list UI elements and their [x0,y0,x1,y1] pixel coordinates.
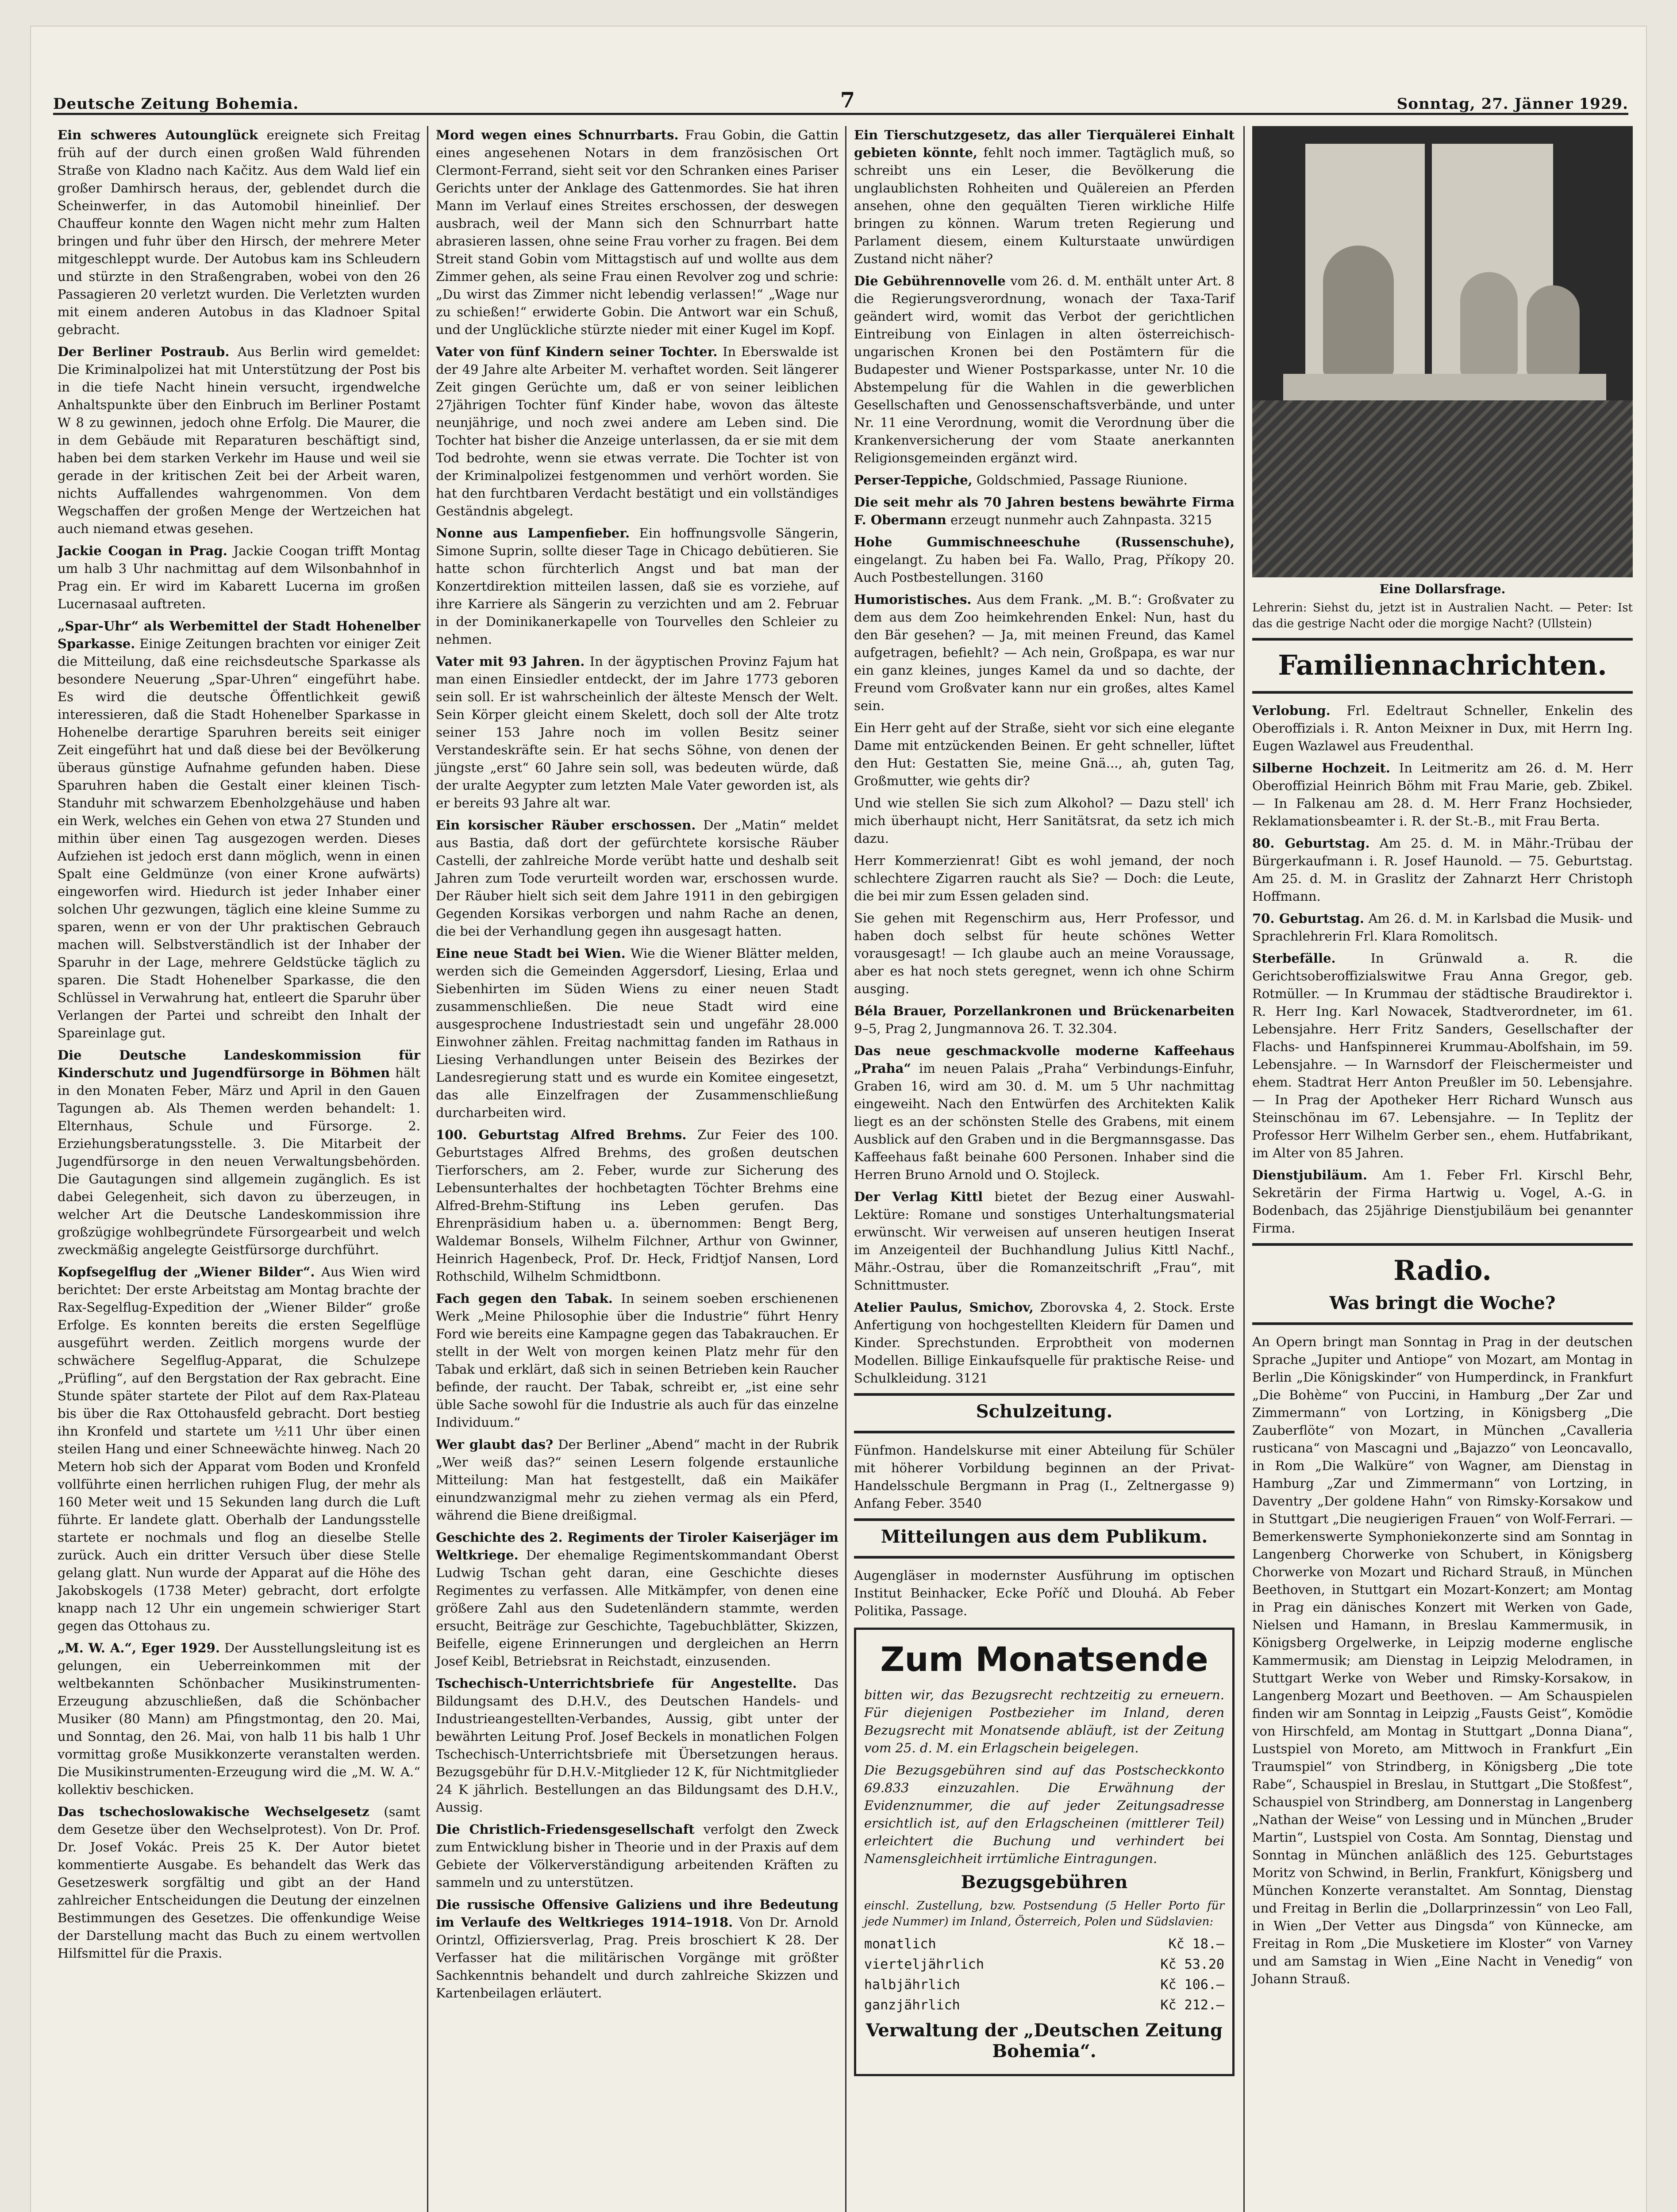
article-body: Der Ausstellungsleitung ist es gelungen, ein Ueberreinkommen mit der weltbekannten Schönbacher Musikinstrumenten-Erzeugung abzuschließen, daß die Schönbacher Musiker (80 Mann) am Pfingstmontag, den 20. Mai, und Sonntag, den 26. Mai, von halb 11 bis halb 1 Uhr vormittag große Musikkonzerte veranstalten werden. Die Musikinstrumenten-Erzeugung wird die „M. W. A.“ kollektiv beschicken. [58,1640,421,1797]
radio-text: An Opern bringt man Sonntag in Prag in der deutschen Sprache „Jupiter und Antiope“ von Mozart, am Montag in Berlin „Die Königskinder“ von Humperdinck, in Frankfurt „Die Bohème“ von Puccini, in Hamburg „Der Zar und Zimmermann“ von Lortzing, in Königsberg „Die Zauberflöte“ von Mozart, in München „Cavalleria rusticana“ von Mascagni und „Bajazzo“ von Leoncavallo, in Rom „Die Walküre“ von Wagner, am Dienstag in Hamburg „Zar und Zimmermann“ von Lortzing, in Daventry „Der goldene Hahn“ von Rimsky-Korsakow und in Stuttgart „Die neugierigen Frauen“ von Wolf-Ferrari. — Bemerkenswerte Symphoniekonzerte sind am Sonntag in Langenberg Chorwerke von Schubert, in Königsberg Chorwerke von Mozart und Richard Strauß, in München Beethoven, in Stuttgart ein Mozart-Konzert; am Montag in Prag ein dänisches Konzert mit Werken von Gade, Nielsen und Hamann, in Breslau Kammermusik, in Königsberg Orgelwerke, in Leipzig moderne englische Kammermusik; am Dienstag in Leipzig Melodramen, in Stuttgart Werke von Weber und Rimsky-Korsakow, in Langenberg Mozart und Beethoven. — Am Schauspielen finden wir am Sonntag in Leipzig „Fausts Geist“, Komödie von Hirschfeld, am Montag in Stuttgart „Donna Diana“, Lustspiel von Moreto, am Mittwoch in Frankfurt „Ein Traumspiel“ von Strindberg, in Königsberg „Die tote Rabe“, Schauspiel in Breslau, in Stuttgart „Die Stoßfest“, Schauspiel von Strindberg, am Donnerstag in Langenberg „Nathan der Weise“ von Lessing und in München „Bruder Martin“, Lustspiel von Costa. Am Sonntag, Dienstag und Sonntag in München anläßlich des 125. Geburtstages Moritz von Schwind, in Berlin, Frankfurt, Königsberg und München Konzerte veranstaltet. Am Sonntag, Dienstag und Freitag in Berlin die „Dollarprinzessin“ von Leo Fall, in Wien „Der Vetter aus Dingsda“ von Künnecke, am Freitag in Rom „Die Musketiere im Kloster“ von Varney und am Samstag in Wien „Eine Nacht in Venedig“ von Johann Strauß. [1252,1334,1633,1986]
article-body: Der ehemalige Regimentskommandant Oberst Ludwig Tschan geht daran, eine Geschichte dieses Regimentes zu verfassen. Alle Mitkämpfer, von denen eine größere Zahl aus den Sudetenländern stammte, werden ersucht, Beiträge zur Geschichte, Tagebuchblätter, Skizzen, Beifelle, eigene Erinnerungen und dergleichen an Herrn Josef Keibl, Betriebsrat in Reichstadt, einzusenden. [436,1548,838,1669]
article-headline: Nonne aus Lampenfieber. [436,526,630,541]
article-body: Am 26. d. M. in Karlsbad die Musik- und Sprachlehrerin Frl. Klara Romolitsch. [1252,911,1633,944]
article [854,909,1235,998]
article [436,1820,838,1891]
article-body: Von Dr. Arnold Orintzl, Offiziersverlag, Prag. Preis broschiert K 28. Der Verfasser hat die militärischen Vorgänge mit größter Sachkenntnis behandelt und durch zahlreiche Skizzen und Kartenbeilagen erläutert. [436,1915,839,2001]
article-headline: Sterbefälle. [1252,951,1336,966]
cartoon-dialogue: Lehrerin: Siehst du, jetzt ist in Australien Nacht. — Peter: Ist das die gestrige Nacht oder die morgige Nacht? (Ullstein) [1252,601,1633,630]
article-headline: Ein korsischer Räuber erschossen. [436,818,696,833]
fee-amount: Kč 212.— [1160,1997,1224,2013]
ad-footer: Verwaltung der „Deutschen Zeitung Bohemia“. [866,2020,1223,2062]
article-headline: Perser-Teppiche, [854,472,973,488]
article [1252,759,1633,830]
column-3 [854,126,1235,2084]
article-body: Ein Herr geht auf der Straße, sieht vor sich eine elegante Dame mit entzückenden Beinen. Er geht schneller, lüftet den Hut: Gestatten Sie, meine Gnä..., ah, guten Tag, Großmutter, wie gehts dir? [854,720,1235,788]
article [436,1896,838,2002]
article [58,1046,420,1259]
article-headline: Die Deutsche Landeskommission für Kinderschutz und Jugendfürsorge in Böhmen [58,1048,420,1080]
article-body: bietet der Bezug einer Auswahl-Lektüre: Romane und sonstiges Unterhaltungsmaterial erwünscht. Wir verweisen auf unseren heutigen Inserat im Anzeigenteil der Buchhandlung Julius Kittl Nachf., Mähr.-Ostrau, über die Romanzeitschrift „Frau“, mit Schnittmuster. [854,1189,1235,1293]
family-heading: Familiennachrichten. [1278,649,1607,681]
article-headline: Tschechisch-Unterrichtsbriefe für Angestellte. [436,1676,797,1691]
article-headline: Béla Brauer, Porzellankronen und Brückenarbeiten [854,1003,1235,1018]
article-body: In Leitmeritz am 26. d. M. Herr Oberoffizial Heinrich Böhm mit Frau Marie, geb. Zbikel. — In Falkenau am 28. d. M. Herr Franz Hochsieder, Reklamationsbeamter i. R. der St.-B., mit Frau Berta. [1252,760,1633,829]
article-body: Frl. Edeltraut Schneller, Enkelin des Oberoffizials i. R. Anton Meixner in Dux, mit Herrn Ing. Eugen Wazlawel aus Freudenthal. [1252,703,1633,753]
article [436,1528,838,1670]
column-4 [1252,126,1633,1992]
article-body: fehlt noch immer. Tagtäglich muß, so schreibt uns ein Leser, die Bevölkerung die unglaublichsten Rohheiten und Quälereien an Pferden ansehen, ohne den gequälten Tieren wirkliche Hilfe bringen zu können. Warum treten Regierung und Parlament diesem, einem Kulturstaate unwürdigen Zustand nicht näher? [854,145,1235,266]
article-headline: „Spar-Uhr“ als Werbemittel der Stadt Hohenelber Sparkasse. [58,618,420,651]
article-body: Zborovska 4, 2. Stock. Erste Anfertigung von hochgestellten Kleidern für Damen und Kinder. Sprechstunden. Erprobtheit von modernen Modellen. Billige Einkaufsquelle für praktische Reise- und Schulkleidung. 3121 [854,1300,1235,1386]
article-body: Das Bildungsamt des D.H.V., des Deutschen Handels- und Industrieangestellten-Verbandes, Aussig, gibt unter der bewährten Leitung Prof. Josef Beckels in monatlichen Folgen Tschechisch-Unterrichtsbriefe mit Übersetzungen heraus. Bezugsgebühr für D.H.V.-Mitglieder 12 K, für Nichtmitglieder 24 K jährlich. Bestellungen an das Bildungsamt des D.H.V., Aussig. [436,1676,838,1815]
column-1 [58,126,420,1966]
ad-title: Zum Monatsende [880,1640,1208,1679]
article-headline: 100. Geburtstag Alfred Brehms. [436,1127,687,1142]
article [436,816,838,940]
paper-name: Deutsche Zeitung Bohemia. [53,95,299,113]
fee-period: halbjährlich [864,1977,960,1993]
article-headline: Die russische Offensive Galiziens und ihre Bedeutung im Verlaufe des Weltkrieges 1914–1918. [436,1897,838,1930]
article-body: Der „Matin“ meldet aus Bastia, daß dort der gefürchtete korsische Räuber Castelli, der zahlreiche Morde verübt hatte und deshalb seit Jahren zum Tode verurteilt worden war, erschossen wurde. Der Räuber hielt sich seit dem Jahre 1911 in den gebirgigen Gegenden Korsikas verborgen und nahm Rache an denen, die bei der Verhandlung gegen ihn ausgesagt hatten. [436,818,839,939]
article-body: Sie gehen mit Regenschirm aus, Herr Professor, und haben doch selbst für heute schönes Wetter vorausgesagt! — Ich glaube auch an meine Voraussage, aber es hat noch stets geregnet, wenn ich ohne Schirm ausging. [854,910,1235,996]
fee-row [864,1955,1224,1975]
article [58,1639,420,1798]
article [854,591,1235,714]
fee-row [864,1975,1224,1995]
page-number: 7 [840,88,856,113]
column-rule [845,126,846,2212]
article-body: im neuen Palais „Praha“ Verbindungs-Einfuhr, Graben 16, wird am 30. d. M. um 5 Uhr nachmittag eingeweiht. Nach den Entwürfen des Architekten Kalik liegt es an der schönsten Stelle des Grabens, mit einem Ausblick auf den Graben und in die Bergmannsgasse. Das Kaffeehaus faßt beinahe 600 Personen. Inhaber sind die Herren Bruno Arnold und O. Stojleck. [854,1061,1235,1182]
article [854,272,1235,467]
school-heading: Schulzeitung. [976,1401,1113,1422]
public-section [854,1518,1235,1559]
article [854,1042,1235,1183]
article-headline: Atelier Paulus, Smichov, [854,1300,1034,1315]
ad-note: Die Bezugsgebühren sind auf das Postscheckkonto 69.833 einzuzahlen. Die Erwähnung der Evidenznummer, die auf jeder Zeitungsadresse ersichtlich ist, auf den Erlagscheinen (mittlerer Teil) erleichtert die Buchung und verhindert bei Namensgleichheit irrtümliche Eintragungen. [864,1763,1224,1866]
article-body: ereignete sich Freitag früh auf der durch einen großen Wald führenden Straße von Kladno nach Kačitz. Aus dem Wald lief ein großer Damhirsch heraus, der, geblendet durch die Scheinwerfer, in das Automobil hineinlief. Der Chauffeur konnte den Wagen nicht mehr zum Halten bringen und fuhr über den Hirsch, der mehrere Meter mitgeschleppt wurde. Der Autobus kam ins Schleudern und stürzte in den Straßengraben, wobei von den 26 Passagieren 20 verletzt wurden. Die Verletzten wurden mit einem anderen Autobus in das Kladnoer Spital gebracht. [58,127,421,337]
article-body: Am 25. d. M. in Mähr.-Trübau der Bürgerkaufmann i. R. Josef Haunold. — 75. Geburtstag. Am 25. d. M. in Graslitz der Zahnarzt Herr Christoph Hoffmann. [1252,836,1633,904]
article-headline: Die Gebührennovelle [854,273,1006,288]
column-rule [427,126,428,2212]
article-body: Goldschmied, Passage Riunione. [976,472,1188,488]
article [436,1674,838,1816]
radio-subheading: Was bringt die Woche? [1329,1293,1556,1313]
column-2 [436,126,838,2006]
article [58,1263,420,1635]
article-body: In der ägyptischen Provinz Fajum hat man einen Einsiedler entdeckt, der im Jahre 1773 geboren sein soll. Er ist wahrscheinlich der älteste Mensch der Welt. Sein Körper gleicht einem Skelett, doch soll der Alte trotz seiner 153 Jahre noch im vollen Besitz seiner Verstandeskräfte sein. Er hat sechs Söhne, von denen der jüngste „erst“ 60 Jahre sein soll, was bedeuten würde, daß der uralte Aegypter zum letzten Male Vater geworden ist, als er bereits 93 Jahre alt war. [436,654,838,810]
article-body: Zur Feier des 100. Geburtstages Alfred Brehms, des großen deutschen Tierforschers, am 2. Feber, wurde zur Sicherung des Lebensunterhaltes der hochbetagten Töchter Brehms eine Alfred-Brehm-Stiftung ins Leben gerufen. Das Ehrenpräsidium haben u. a. übernommen: Bengt Berg, Waldemar Bonsels, Wilhelm Filchner, Arthur von Gwinner, Heinrich Hagenbeck, Prof. Dr. Heck, Fridtjof Nansen, Lord Rothschild, Wilhelm Schmidtbonn. [436,1127,839,1284]
article [436,524,838,648]
article-body: In Eberswalde ist der 49 Jahre alte Arbeiter M. verhaftet worden. Seit längerer Zeit gingen Gerüchte um, daß er von seiner leiblichen 27jährigen Tochter fünf Kinder habe, wovon das älteste neunjährige, und noch zwei andere am Leben sind. Die Tochter hat bisher die Anzeige unterlassen, da er sie mit dem Tod bedrohte, wenn sie etwas verrate. Die Tochter ist von der Kriminalpolizei festgenommen und verhört worden. Sie hat den furchtbaren Verdacht bestätigt und ein vollständiges Geständnis abgelegt. [436,344,838,518]
radio-section [1252,1243,1633,1325]
article-body: Frau Gobin, die Gattin eines angesehenen Notars in dem französischen Ort Clermont-Ferrand, sieht seit vor den Schranken eines Pariser Gerichts unter der Anklage des Gattenmordes. Sie hat ihren Mann im Verlauf eines Streites erschossen, der deswegen ausbrach, weil der Mann sich den Schnurrbart hatte abrasieren lassen, ohne seine Frau vorher zu fragen. Bei dem Streit stand Gobin vom Mittagstisch auf und wollte aus dem Zimmer gehen, als seine Frau einen Revolver zog und schrie: „Du wirst das Zimmer nicht lebendig verlassen!“ „Wage nur zu schießen!“ erwiderte Gobin. Die Antwort war ein Schuß, und der Unglückliche stürzte nieder mit einer Kugel im Kopf. [436,127,839,337]
article [58,343,420,538]
article [854,719,1235,790]
article-headline: Jackie Coogan in Prag. [58,543,227,558]
article-headline: Das neue geschmackvolle moderne Kaffeehaus „Praha“ [854,1043,1235,1076]
cartoon-caption: Eine Dollarsfrage. [1379,582,1506,596]
article-headline: Das tschechoslowakische Wechselgesetz [58,1804,369,1819]
article-headline: Ein schweres Autounglück [58,127,258,142]
public-heading: Mitteilungen aus dem Publikum. [881,1526,1208,1547]
fees-note: einschl. Zustellung, bzw. Postsendung (5 Heller Porto für jede Nummer) im Inland, Österreich, Polen und Südslavien: [864,1899,1224,1928]
article-body: Und wie stellen Sie sich zum Alkohol? — Dazu stell' ich mich überhaupt nicht, Herr Sanitätsrat, da setz ich mich dazu. [854,795,1235,846]
issue-date: Sonntag, 27. Jänner 1929. [1396,95,1628,113]
article-body: 9–5, Prag 2, Jungmannova 26. T. 32.304. [854,1021,1117,1036]
article [854,533,1235,586]
article-body: eingelangt. Zu haben bei Fa. Wallo, Prag, Příkopy 20. Auch Postbestellungen. 3160 [854,552,1235,585]
fee-period: ganzjährlich [864,1997,960,2013]
article [854,794,1235,847]
fees-heading: Bezugsgebühren [961,1872,1128,1893]
article [436,343,838,520]
article-body: Aus Wien wird berichtet: Der erste Arbeitstag am Montag brachte der Rax-Segelflug-Expedition der „Wiener Bilder“ große Erfolge. Es konnten bereits die ersten Segelflüge ausgeführt werden. Zeitlich morgens wurde der schwächere Segelflug-Apparat, die Schulzepe „Prüfling“, auf den Bergstation der Rax gebracht. Eine Stunde später startete der Pilot auf dem Rax-Plateau bis über die Rax Ottohausfeld gebracht. Dort bestieg ihn Kronfeld und startete um ½11 Uhr über einen steilen Hang und einer Schneewächte hinweg. Nach 20 Metern hob sich der Apparat vom Boden und Kronfeld vollführte einen herrlichen ruhigen Flug, der mehr als 160 Meter weit und 15 Sekunden lang durch die Luft führte. Er landete glatt. Oberhalb der Landungsstelle startete er nochmals und flog an dieselbe Stelle zurück. Auch ein dritter Versuch über diese Stelle gelang glatt. Nun wurde der Apparat auf die Höhe des Jakobskogels (1738 Meter) gebracht, dort erfolgte knapp nach 12 Uhr ein ungemein schwieriger Start gegen das Ottohaus zu. [58,1264,420,1633]
article-headline: Kopfsegelflug der „Wiener Bilder“. [58,1264,315,1279]
article-body: vom 26. d. M. enthält unter Art. 8 die Regierungsverordnung, wonach der Taxa-Tarif geändert wird, womit das Verbot der gerichtlichen Eintreibung von Einlagen in alten österreichisch-ungarischen Kronen bei den Postämtern für die Budapester und Wiener Postsparkasse, unter Nr. 10 die Abstempelung für die Wahlen in die gewerblichen Gesellschaften und Genossenschaftsverbände, und unter Nr. 11 eine Verordnung, womit die Verordnung über die Krankenversicherung der vom Staate anerkannten Religionsgemeinden ergänzt wird. [854,273,1235,465]
article [854,126,1235,268]
article-headline: Vater mit 93 Jahren. [436,654,585,669]
article-headline: Eine neue Stadt bei Wien. [436,946,626,961]
article [436,1290,838,1431]
fee-amount: Kč 53.20 [1160,1957,1224,1972]
fee-row [864,1934,1224,1955]
article-body: (samt dem Gesetze über den Wechselprotest). Von Dr. Prof. Dr. Josef Vokác. Preis 25 K. Der Autor bietet kommentierte Ausgabe. Es behandelt das Werk das Gesetzeswerk sorgfältig und gibt an der Hand zahlreicher Entscheidungen die Deutung der einzelnen Bestimmungen des Gesetzes. Die offenkundige Weise der Darstellung macht das Buch zu einem wertvollen Hilfsmittel für die Praxis. [58,1804,420,1961]
article-body: Ein hoffnungsvolle Sängerin, Simone Suprin, sollte dieser Tage in Chicago debütieren. Sie hatte schon fürchterlich Angst und bat man der Konzertdirektion mitteilen lassen, daß sie es vorziehe, auf ihre Karriere als Sängerin zu verzichten und am 2. Februar in der Dominikanerkapelle von Tourvelles den Schleier zu nehmen. [436,526,838,647]
article-headline: Fach gegen den Tabak. [436,1291,613,1306]
cartoon-illustration [1252,126,1633,577]
article-headline: Humoristisches. [854,592,972,607]
article-headline: Der Verlag Kittl [854,1189,983,1204]
article-body: hält in den Monaten Feber, März und April in den Gauen Tagungen ab. Als Themen werden behandelt: 1. Elternhaus, Schule und Fürsorge. 2. Erziehungsberatungsstelle. 3. Die Mitarbeit der Jugendfürsorge in den neuen Verwaltungsbehörden. Die Gautagungen sind allgemein zugänglich. Es ist dabei Gelegenheit, sich davon zu überzeugen, in welcher Art die Deutsche Landeskommission ihre großzügige wohlbegründete Fürsorgearbeit und welch zweckmäßig angelegte Geistfürsorge durchführt. [58,1065,420,1257]
article [58,542,420,613]
article-headline: 70. Geburtstag. [1252,911,1365,926]
article-headline: Verlobung. [1252,703,1331,718]
article-headline: Der Berliner Postraub. [58,344,230,359]
article-body: Wie die Wiener Blätter melden, werden sich die Gemeinden Aggersdorf, Liesing, Erlaa und Siebenhirten im Süden Wiens zu einer neuen Stadt zusammenschließen. Die neue Stadt wird eine ausgesprochene Industriestadt sein und ungefähr 28.000 Einwohner zählen. Freitag nachmittag fanden im Rathaus in Liesing Verhandlungen unter Beisein des Bezirkes der Landesregierung statt und es wurde ein Komitee eingesetzt, das alle Einzelfragen der Zusammenschließung durcharbeiten wird. [436,946,838,1120]
article-body: Aus Berlin wird gemeldet: Die Kriminalpolizei hat mit Unterstützung der Post bis in die tiefe Nacht hinein versucht, irgendwelche Anhaltspunkte über den Einbruch im Berliner Postamt W 8 zu gewinnen, jedoch ohne Erfolg. Die Maurer, die in dem Gebäude mit Reparaturen beschäftigt sind, haben bei dem starken Verkehr im Hause und weil sie gerade in der kritischen Zeit bei der Arbeit waren, nichts Auffallendes wahrgenommen. Von dem Wegschaffen der großen Menge der Wertzeichen hat auch niemand etwas gesehen. [58,344,421,536]
article [1252,834,1633,905]
article-headline: Die seit mehr als 70 Jahren bestens bewährte Firma F. Obermann [854,495,1235,527]
article-body: Herr Kommerzienrat! Gibt es wohl jemand, der noch schlechtere Zigarren raucht als Sie? — Doch: die Leute, die bei mir zum Essen geladen sind. [854,853,1235,903]
radio-heading: Radio. [1393,1254,1492,1286]
article [58,1803,420,1962]
article [1252,1166,1633,1237]
article [58,126,420,338]
article-body: Am 1. Feber Frl. Kirschl Behr, Sekretärin der Firma Hartwig u. Vogel, A.-G. in Bodenbach, das 25jährige Dienstjubiläum bei genannter Firma. [1252,1167,1633,1236]
article-headline: Silberne Hochzeit. [1252,760,1391,776]
article-body: erzeugt nunmehr auch Zahnpasta. 3215 [950,512,1212,527]
article [58,617,420,1042]
article-body: Einige Zeitungen brachten vor einiger Zeit die Mitteilung, daß eine reichsdeutsche Sparkasse als besondere Neuerung „Spar-Uhren“ eingeführt habe. Es wird die deutsche Öffentlichkeit gewiß interessieren, daß die Stadt Hohenelber Sparkasse in Hohenelbe derartige Sparuhren bereits seit einiger Zeit eingeführt hat und daß diese bei der Bevölkerung überaus günstige Aufnahme gefunden haben. Diese Sparuhren haben die Gestalt einer kleinen Tisch-Standuhr mit schwarzem Ebenholzgehäuse und haben ein Werk, welches ein Gehen von etwa 27 Stunden und mithin über einen Tag ausgezogen werden. Dieses Aufziehen ist jedoch erst dann möglich, wenn in einen Spalt eine Geldmünze (von einer Krone aufwärts) eingeworfen wird. Hiedurch ist jeder Inhaber einer solchen Uhr gezwungen, täglich eine kleine Summe zu sparen, wenn er von der Uhr praktischen Gebrauch machen will. Selbstverständlich ist der Inhaber der Sparuhr in der Lage, mehrere Geldstücke täglich zu sparen. Die Stadt Hohenelber Sparkasse, die den Schlüssel in Verwahrung hat, entleert die Sparuhr über Verlangen der Partei und schreibt den Inhalt der Spareinlage gut. [58,636,421,1041]
article [854,1298,1235,1387]
fees-table [864,1934,1224,2016]
article-headline: Mord wegen eines Schnurrbarts. [436,127,679,142]
school-text: Fünfmon. Handelskurse mit einer Abteilung für Schüler mit höherer Vorbildung beginnen an der Privat-Handelsschule Bergmann in Prag (I., Zeltnergasse 9) Anfang Feber. 3540 [854,1443,1235,1511]
article-body: Der Berliner „Abend“ macht in der Rubrik „Wer weiß das?“ seinen Lesern folgende erstaunliche Mitteilung: Man hat festgestellt, daß ein Maikäfer einundzwanzigmal mehr zu ziehen vermag als ein Pferd, während die Biene dreißigmal. [436,1437,839,1523]
article [854,1188,1235,1294]
family-section [1252,638,1633,694]
article [1252,949,1633,1162]
article [1252,910,1633,945]
article [854,493,1235,529]
article-headline: „M. W. A.“, Eger 1929. [58,1640,220,1655]
article-headline: Die Christlich-Friedensgesellschaft [436,1822,695,1837]
article [436,653,838,812]
article-headline: Dienstjubiläum. [1252,1167,1367,1183]
article [854,852,1235,905]
ad-intro: bitten wir, das Bezugsrecht rechtzeitig zu erneuern. Für diejenigen Postbezieher im Inland, deren Bezugsrecht mit Monatsende abläuft, ist der Zeitung vom 25. d. M. ein Erlagschein beigelegen. [864,1687,1224,1755]
article-headline: Wer glaubt das? [436,1437,554,1452]
article-headline: Vater von fünf Kindern seiner Tochter. [436,344,718,359]
subscription-ad [854,1628,1235,2076]
article [854,471,1235,489]
column-rule [1243,126,1245,2212]
public-text: Augengläser in modernster Ausführung im optischen Institut Beinhacker, Ecke Poříč und Dlouhá. Ab Feber Politika, Passage. [854,1568,1235,1618]
article-body: In Grünwald a. R. die Gerichtsoberoffizialswitwe Frau Anna Gregor, geb. Rotmüller. — In Krummau der städtische Braudirektor i. R. Herr Ing. Karl Nowacek, Stadtverordneter, im 61. Lebensjahre. Herr Fritz Sanders, Gesellschafter der Flachs- und Hanfspinnerei Krummau-Abolfshain, im 59. Lebensjahre. — In Warnsdorf der Fleischermeister und ehem. Stadtrat Herr Anton Preußler im 50. Lebensjahre. — In Prag der Apotheker Herr Richard Wunsch aus Steinschönau im 67. Lebensjahre. — In Teplitz der Professor Herr Wilhelm Gerber sen., ehem. Hutfabrikant, im Alter von 85 Jahren. [1252,951,1633,1160]
fee-period: monatlich [864,1936,936,1952]
fee-period: vierteljährlich [864,1957,984,1972]
article-headline: 80. Geburtstag. [1252,836,1370,851]
article [436,1436,838,1524]
article-headline: Hohe Gummischneeschuhe (Russenschuhe), [854,534,1235,549]
article-body: In seinem soeben erschienenen Werk „Meine Philosophie über die Industrie“ führt Henry Ford wie bereits eine Kampagne gegen das Tabakrauchen. Er stellt in der Welt von morgen keinen Platz mehr für den Tabak und erklärt, daß sich in seinen Betrieben kein Raucher befinde, der raucht. Der Tabak, schreibt er, „ist eine sehr üble Sache sowohl für die Industrie als auch für das einzelne Individuum.“ [436,1291,839,1430]
article [436,945,838,1121]
article [436,1126,838,1285]
article-headline: Ein Tierschutzgesetz, das aller Tierquälerei Einhalt gebieten könnte, [854,127,1235,160]
fee-amount: Kč 18.— [1168,1936,1224,1952]
article-body: verfolgt den Zweck zum Entwicklung bisher in Theorie und in der Praxis auf dem Gebiete der Völkerverständigung arbeitenden Kräften zu sammeln und zu unterstützen. [436,1822,838,1890]
article [1252,702,1633,755]
fee-row [864,1995,1224,2016]
article-body: Jackie Coogan trifft Montag um halb 3 Uhr nachmittag auf dem Wilsonbahnhof in Prag ein. Er wird im Kabarett Lucerna im großen Lucernasaal auftreten. [58,543,420,611]
article [436,126,838,338]
article-body: Aus dem Frank. „M. B.“: Großvater zu dem aus dem Zoo heimkehrenden Enkel: Nun, hast du den Bär gesehen? — Ja, mit meinen Freund, das Kamel aufgetragen, befiehlt? — Ach nein, Großpapa, es war nur ein ganz kleines, junges Kamel da und so dachte, der Freund vom Großvater kann nur ein großes, altes Kamel sein. [854,592,1235,713]
school-section [854,1393,1235,1433]
article-headline: Geschichte des 2. Regiments der Tiroler Kaiserjäger im Weltkriege. [436,1530,838,1563]
article [854,1002,1235,1037]
fee-amount: Kč 106.— [1160,1977,1224,1993]
page-header [53,86,1628,115]
